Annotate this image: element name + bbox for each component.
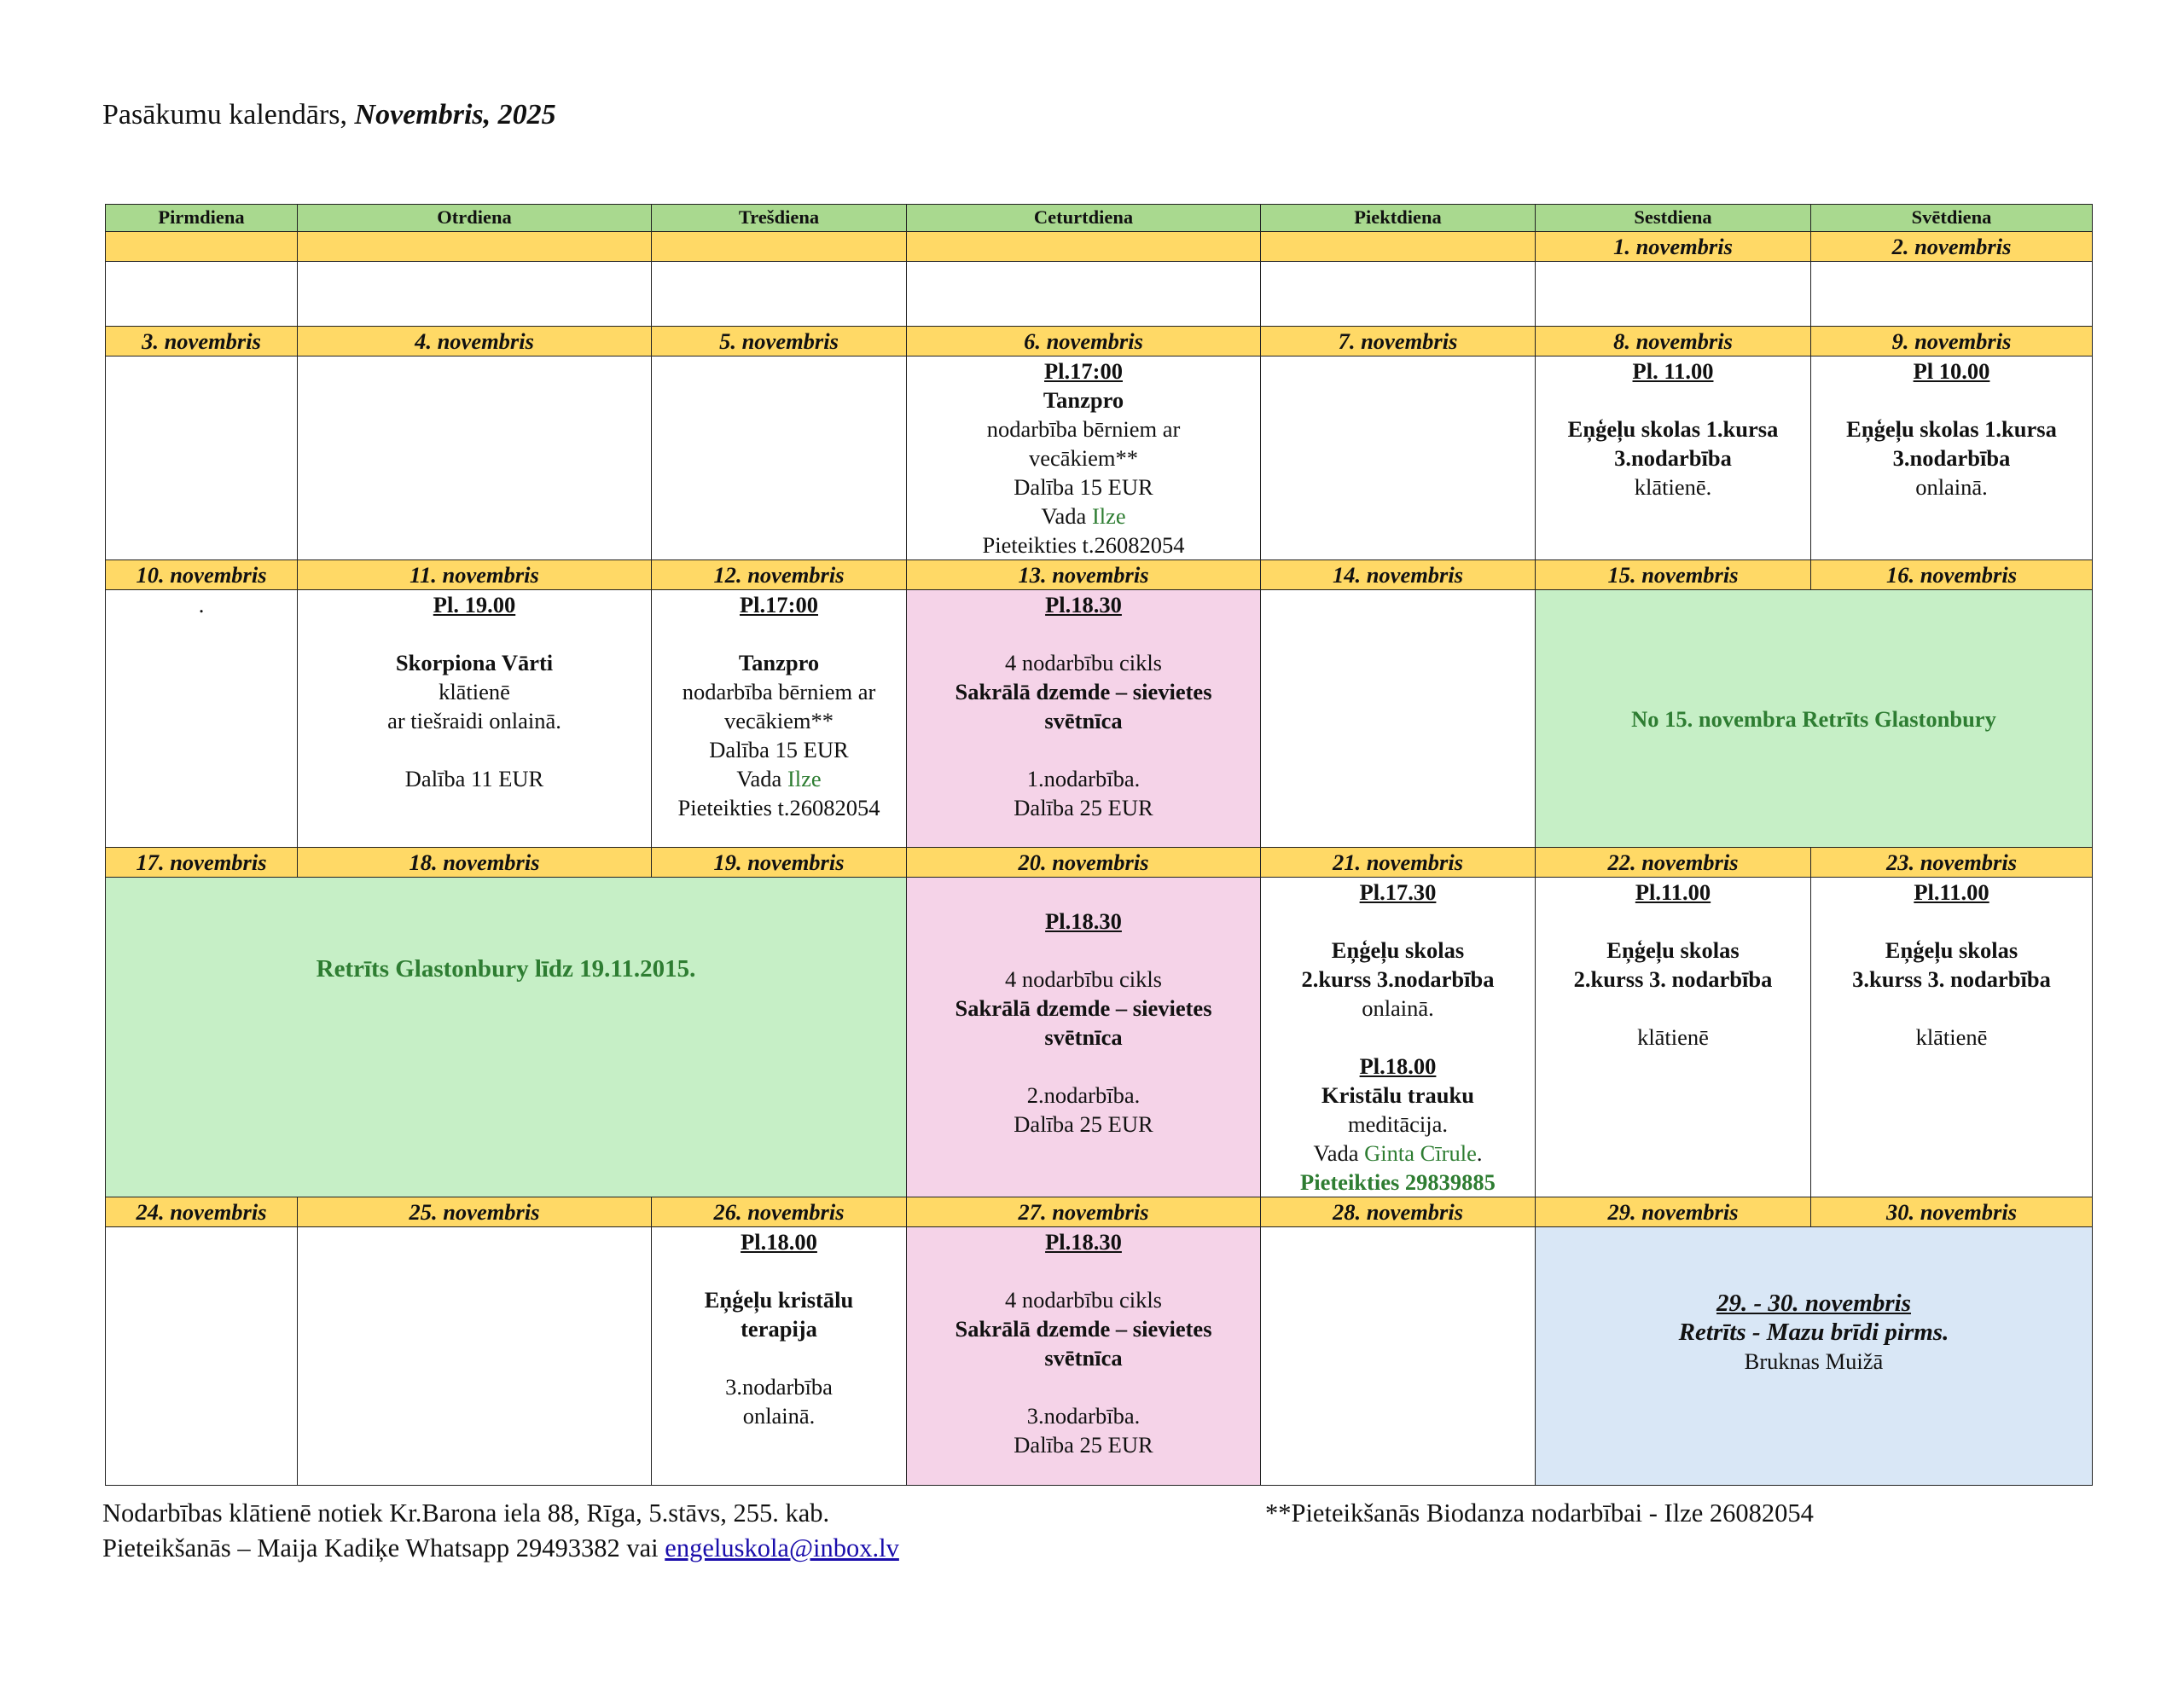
event-cell-nov20 [907,878,1261,1197]
date-cell: 20. novembris [907,848,1261,878]
event-time: Pl.18.30 [1045,1229,1122,1255]
event-name: svētnīca [1044,1024,1123,1050]
event-name: 3.nodarbība [1614,445,1732,471]
event-lead [907,501,1260,530]
weekday-header: Trešdiena [652,205,907,232]
event-signup: Pieteikties t.26082054 [677,795,880,820]
event-name: Tanzpro [1043,387,1124,413]
date-cell [652,232,907,262]
signup-prefix: Pieteikšanās – Maija Kadiķe Whatsapp 29493382 vai [102,1533,665,1562]
event-cycle: 4 nodarbību cikls [1005,966,1162,992]
spacer [907,1372,1260,1401]
event-session: 3.nodarbība [725,1374,833,1400]
event-name: Eņģeļu skolas [1885,937,2018,963]
event-cell [1261,262,1536,327]
spacer [298,619,651,648]
event-name: Sakrālā dzemde – sievietes [955,1316,1212,1342]
event-row [106,590,2093,848]
lead-prefix: Vada [736,766,787,791]
date-row [106,1197,2093,1227]
retreat-name: Retrīts - Mazu brīdi pirms. [1678,1319,1949,1346]
date-cell: 2. novembris [1811,232,2093,262]
date-cell: 13. novembris [907,560,1261,590]
date-cell: 9. novembris [1811,327,2093,357]
spacer [1811,386,2092,415]
event-signup: Pieteikties 29839885 [1300,1169,1496,1195]
event-name: 2.kurss 3. nodarbība [1573,966,1773,992]
event-cell [652,262,907,327]
event-row [106,262,2093,327]
event-cell [652,357,907,560]
event-name: Kristālu trauku [1321,1082,1474,1108]
event-cell [298,1227,652,1486]
lead-name: Ginta Cīrule [1364,1140,1477,1166]
event-session: 2.nodarbība. [1026,1082,1141,1108]
event-fee: Dalība 15 EUR [709,737,849,762]
date-cell: 8. novembris [1536,327,1811,357]
event-cycle: 4 nodarbību cikls [1005,1287,1162,1313]
event-mode: klātienē [1637,1024,1709,1050]
event-name: svētnīca [1044,708,1123,733]
event-lead [1261,1139,1535,1168]
event-fee: Dalība 25 EUR [1014,1432,1153,1458]
event-name: Eņģeļu skolas [1331,937,1465,963]
event-cell [1811,262,2093,327]
retreat-block [1536,1289,2092,1376]
lead-name: Ilze [1091,503,1126,529]
date-row [106,560,2093,590]
date-cell: 23. novembris [1811,848,2093,878]
event-time: Pl 10.00 [1913,358,1990,384]
event-time: Pl.18.30 [1045,592,1122,617]
date-cell: 11. novembris [298,560,652,590]
date-cell: 30. novembris [1811,1197,2093,1227]
spacer [1811,907,2092,936]
date-cell [1261,232,1536,262]
spacer [652,1343,906,1372]
event-name: Skorpiona Vārti [395,650,554,675]
weekday-header: Piektdiena [1261,205,1536,232]
event-cell-nov8 [1536,357,1811,560]
event-cell-nov12 [652,590,907,848]
date-cell: 1. novembris [1536,232,1811,262]
date-row [106,232,2093,262]
event-cell [1261,590,1536,848]
event-name: terapija [741,1316,817,1342]
spacer [1261,1023,1535,1052]
calendar-table [105,204,2093,1486]
date-cell [298,232,652,262]
event-cell-nov26 [652,1227,907,1486]
event-time: Pl.11.00 [1635,879,1711,905]
retreat-dates: 29. - 30. novembris [1716,1290,1911,1317]
event-cell [298,262,652,327]
date-cell: 28. novembris [1261,1197,1536,1227]
event-desc: nodarbība bērniem ar [682,679,876,704]
title-prefix: Pasākumu kalendārs, [102,99,355,130]
weekday-header-row [106,205,2093,232]
weekday-header: Svētdiena [1811,205,2093,232]
event-cell-nov10 [106,590,298,848]
event-time: Pl. 19.00 [433,592,516,617]
date-cell: 19. novembris [652,848,907,878]
event-signup: Pieteikties t.26082054 [982,532,1185,558]
event-name: Eņģeļu skolas 1.kursa [1846,416,2057,442]
event-name: Eņģeļu skolas [1606,937,1740,963]
title-month: Novembris, 2025 [354,99,556,130]
event-mode: onlainā. [1362,995,1434,1021]
page-title [102,99,556,131]
spacer [907,1052,1260,1081]
date-cell: 17. novembris [106,848,298,878]
event-name: Eņģeļu skolas 1.kursa [1567,416,1779,442]
event-mode: ar tiešraidi onlainā. [387,708,561,733]
retreat-cell-nov29-30 [1536,1227,2093,1486]
event-mode: klātienē [1915,1024,1988,1050]
event-cell-nov27 [907,1227,1261,1486]
spacer [652,1256,906,1285]
event-mode: klātienē. [1634,474,1712,500]
date-cell [907,232,1261,262]
spacer [907,878,1260,907]
event-cell [907,262,1261,327]
event-fee: Dalība 25 EUR [1014,795,1153,820]
date-cell: 22. novembris [1536,848,1811,878]
event-cell-nov9 [1811,357,2093,560]
footer-signup [102,1533,899,1563]
event-time: Pl.11.00 [1914,879,1989,905]
spacer [907,735,1260,764]
event-row [106,357,2093,560]
event-cell [106,1227,298,1486]
date-cell: 21. novembris [1261,848,1536,878]
date-cell: 3. novembris [106,327,298,357]
event-name: 3.nodarbība [1892,445,2011,471]
retreat-banner-nov15-16: No 15. novembra Retrīts Glastonbury [1536,590,2093,848]
date-cell: 16. novembris [1811,560,2093,590]
event-name: Eņģeļu kristālu [704,1287,854,1313]
event-cell-nov23 [1811,878,2093,1197]
event-cell-nov11 [298,590,652,848]
event-session: 3.nodarbība. [1026,1403,1141,1429]
spacer [1811,994,2092,1023]
event-name: 3.kurss 3. nodarbība [1852,966,2051,992]
spacer [652,619,906,648]
spacer [1536,907,1810,936]
date-cell: 15. novembris [1536,560,1811,590]
weekday-header: Sestdiena [1536,205,1811,232]
weekday-header: Otrdiena [298,205,652,232]
spacer [1536,386,1810,415]
footer-location: Nodarbības klātienē notiek Kr.Barona iela 88, Rīga, 5.stāvs, 255. kab. [102,1499,830,1528]
event-fee: Dalība 15 EUR [1014,474,1153,500]
event-time: Pl.17.30 [1359,879,1437,905]
retreat-banner-text: Retrīts Glastonbury līdz 19.11.2015. [316,955,696,983]
event-mode: klātienē [439,679,510,704]
event-name: Tanzpro [738,650,820,675]
event-time: Pl.18.00 [1359,1053,1437,1079]
event-cell-nov21 [1261,878,1536,1197]
date-cell: 6. novembris [907,327,1261,357]
event-session: 1.nodarbība. [1026,766,1141,791]
event-cell [1261,357,1536,560]
spacer [298,735,651,764]
event-fee: Dalība 11 EUR [404,766,544,791]
event-cell [298,357,652,560]
spacer [907,619,1260,648]
event-time: Pl.17:00 [740,592,818,617]
event-cell-nov13 [907,590,1261,848]
event-row [106,878,2093,1197]
retreat-banner-nov17-19 [106,878,907,1197]
event-name: 2.kurss 3.nodarbība [1301,966,1495,992]
spacer [1536,994,1810,1023]
event-desc: nodarbība bērniem ar [986,416,1181,442]
date-cell: 29. novembris [1536,1197,1811,1227]
email-link[interactable]: engeluskola@inbox.lv [665,1533,899,1562]
date-cell: 10. novembris [106,560,298,590]
event-cell-nov6 [907,357,1261,560]
lead-name: Ilze [787,766,822,791]
event-fee: Dalība 25 EUR [1014,1111,1153,1137]
event-time: Pl.17:00 [1044,358,1123,384]
event-desc: vecākiem** [1028,445,1139,471]
footer-note: **Pieteikšanās Biodanza nodarbībai - Ilze 26082054 [1265,1499,1814,1528]
date-cell: 5. novembris [652,327,907,357]
date-cell: 26. novembris [652,1197,907,1227]
date-cell: 25. novembris [298,1197,652,1227]
event-mark: . [198,592,205,617]
date-cell: 4. novembris [298,327,652,357]
event-mode: onlainā. [742,1403,816,1429]
spacer [1261,907,1535,936]
date-cell: 24. novembris [106,1197,298,1227]
lead-suffix: . [1476,1140,1483,1166]
event-desc: vecākiem** [723,708,834,733]
event-time: Pl.18.00 [741,1229,817,1255]
event-cell [1261,1227,1536,1486]
event-name: Sakrālā dzemde – sievietes [955,995,1212,1021]
event-desc: meditācija. [1348,1111,1448,1137]
spacer [907,936,1260,965]
event-cycle: 4 nodarbību cikls [1005,650,1162,675]
date-row [106,848,2093,878]
date-cell: 7. novembris [1261,327,1536,357]
date-cell: 27. novembris [907,1197,1261,1227]
date-row [106,327,2093,357]
event-name: Sakrālā dzemde – sievietes [955,679,1212,704]
event-name: svētnīca [1044,1345,1123,1371]
weekday-header: Pirmdiena [106,205,298,232]
date-cell: 14. novembris [1261,560,1536,590]
retreat-place: Bruknas Muižā [1744,1348,1884,1374]
event-cell [106,262,298,327]
event-cell-nov22 [1536,878,1811,1197]
event-time: Pl. 11.00 [1632,358,1714,384]
spacer [907,1256,1260,1285]
event-time: Pl.18.30 [1045,908,1122,934]
date-cell: 18. novembris [298,848,652,878]
date-cell: 12. novembris [652,560,907,590]
event-cell [106,357,298,560]
event-mode: onlainā. [1915,474,1988,500]
event-row [106,1227,2093,1486]
event-cell [1536,262,1811,327]
weekday-header: Ceturtdiena [907,205,1261,232]
date-cell [106,232,298,262]
lead-prefix: Vada [1313,1140,1365,1166]
lead-prefix: Vada [1041,503,1092,529]
event-lead [652,764,906,793]
